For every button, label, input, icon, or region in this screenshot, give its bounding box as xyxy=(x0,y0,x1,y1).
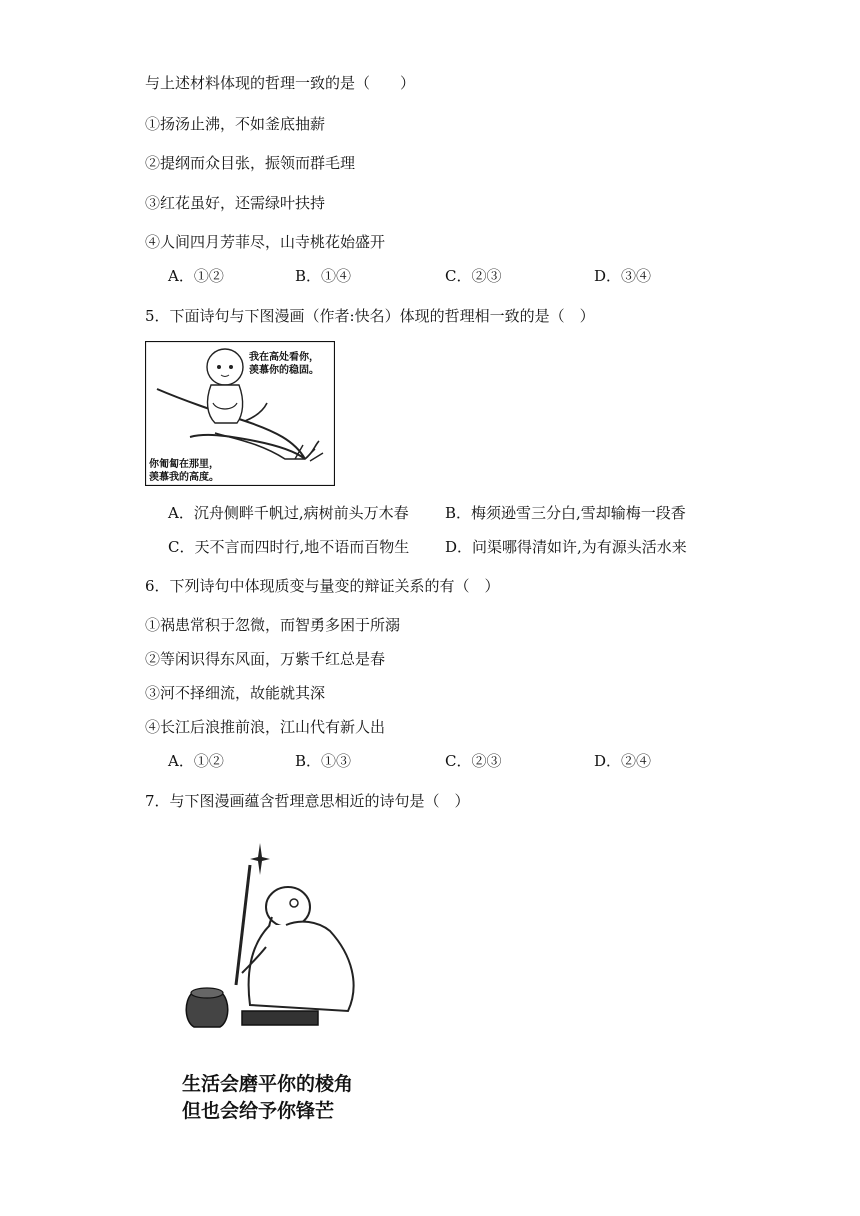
q6-option-d[interactable]: D．②④ xyxy=(594,752,652,770)
q5-comic-text-bottom-1: 你匍匐在那里， xyxy=(149,459,219,470)
q5-comic-text-top-1: 我在高处看你， xyxy=(249,352,319,363)
q4-stem: 与上述材料体现的哲理一致的是（ ） xyxy=(145,74,416,92)
q6-option-b[interactable]: B．①③ xyxy=(295,752,352,770)
q4-option-d[interactable]: D．③④ xyxy=(594,267,652,285)
q6-stem: 6．下列诗句中体现质变与量变的辩证关系的有（ ） xyxy=(145,577,500,595)
q6-option-c[interactable]: C．②③ xyxy=(445,752,502,770)
q4-option-b[interactable]: B．①④ xyxy=(295,267,352,285)
q5-option-d[interactable]: D．问渠哪得清如许,为有源头活水来 xyxy=(445,538,687,556)
q6-item-1: ①祸患常积于忽微，而智勇多困于所溺 xyxy=(145,616,401,634)
q7-comic xyxy=(170,835,390,1135)
q7-caption-line-1: 生活会磨平你的棱角 xyxy=(182,1073,354,1095)
q7-caption-line-2: 但也会给予你锋芒 xyxy=(182,1100,335,1122)
q6-item-3: ③河不择细流，故能就其深 xyxy=(145,684,326,702)
q4-option-c[interactable]: C．②③ xyxy=(445,267,502,285)
q5-option-c[interactable]: C．天不言而四时行,地不语而百物生 xyxy=(168,538,410,556)
q4-item-1: ①扬汤止沸，不如釜底抽薪 xyxy=(145,115,326,133)
q6-option-a[interactable]: A．①② xyxy=(168,752,224,770)
q4-item-3: ③红花虽好，还需绿叶扶持 xyxy=(145,194,326,212)
q7-stem: 7．与下图漫画蕴含哲理意思相近的诗句是（ ） xyxy=(145,792,470,810)
q5-comic-text-bottom-2: 羡慕我的高度。 xyxy=(149,472,219,483)
q4-item-2: ②提纲而众目张，振领而群毛理 xyxy=(145,154,356,172)
q6-item-2: ②等闲识得东风面，万紫千红总是春 xyxy=(145,650,386,668)
q5-stem: 5．下面诗句与下图漫画（作者:快名）体现的哲理相一致的是（ ） xyxy=(145,307,595,325)
q5-option-b[interactable]: B．梅须逊雪三分白,雪却输梅一段香 xyxy=(445,504,686,522)
q6-item-4: ④长江后浪推前浪，江山代有新人出 xyxy=(145,718,386,736)
q4-option-a[interactable]: A．①② xyxy=(168,267,224,285)
q5-comic-text-top-2: 羡慕你的稳固。 xyxy=(249,365,319,376)
q5-comic xyxy=(145,341,335,486)
q5-option-a[interactable]: A．沉舟侧畔千帆过,病树前头万木春 xyxy=(168,504,409,522)
q4-item-4: ④人间四月芳菲尽，山寺桃花始盛开 xyxy=(145,233,386,251)
q7-comic-drawing xyxy=(170,835,390,1050)
